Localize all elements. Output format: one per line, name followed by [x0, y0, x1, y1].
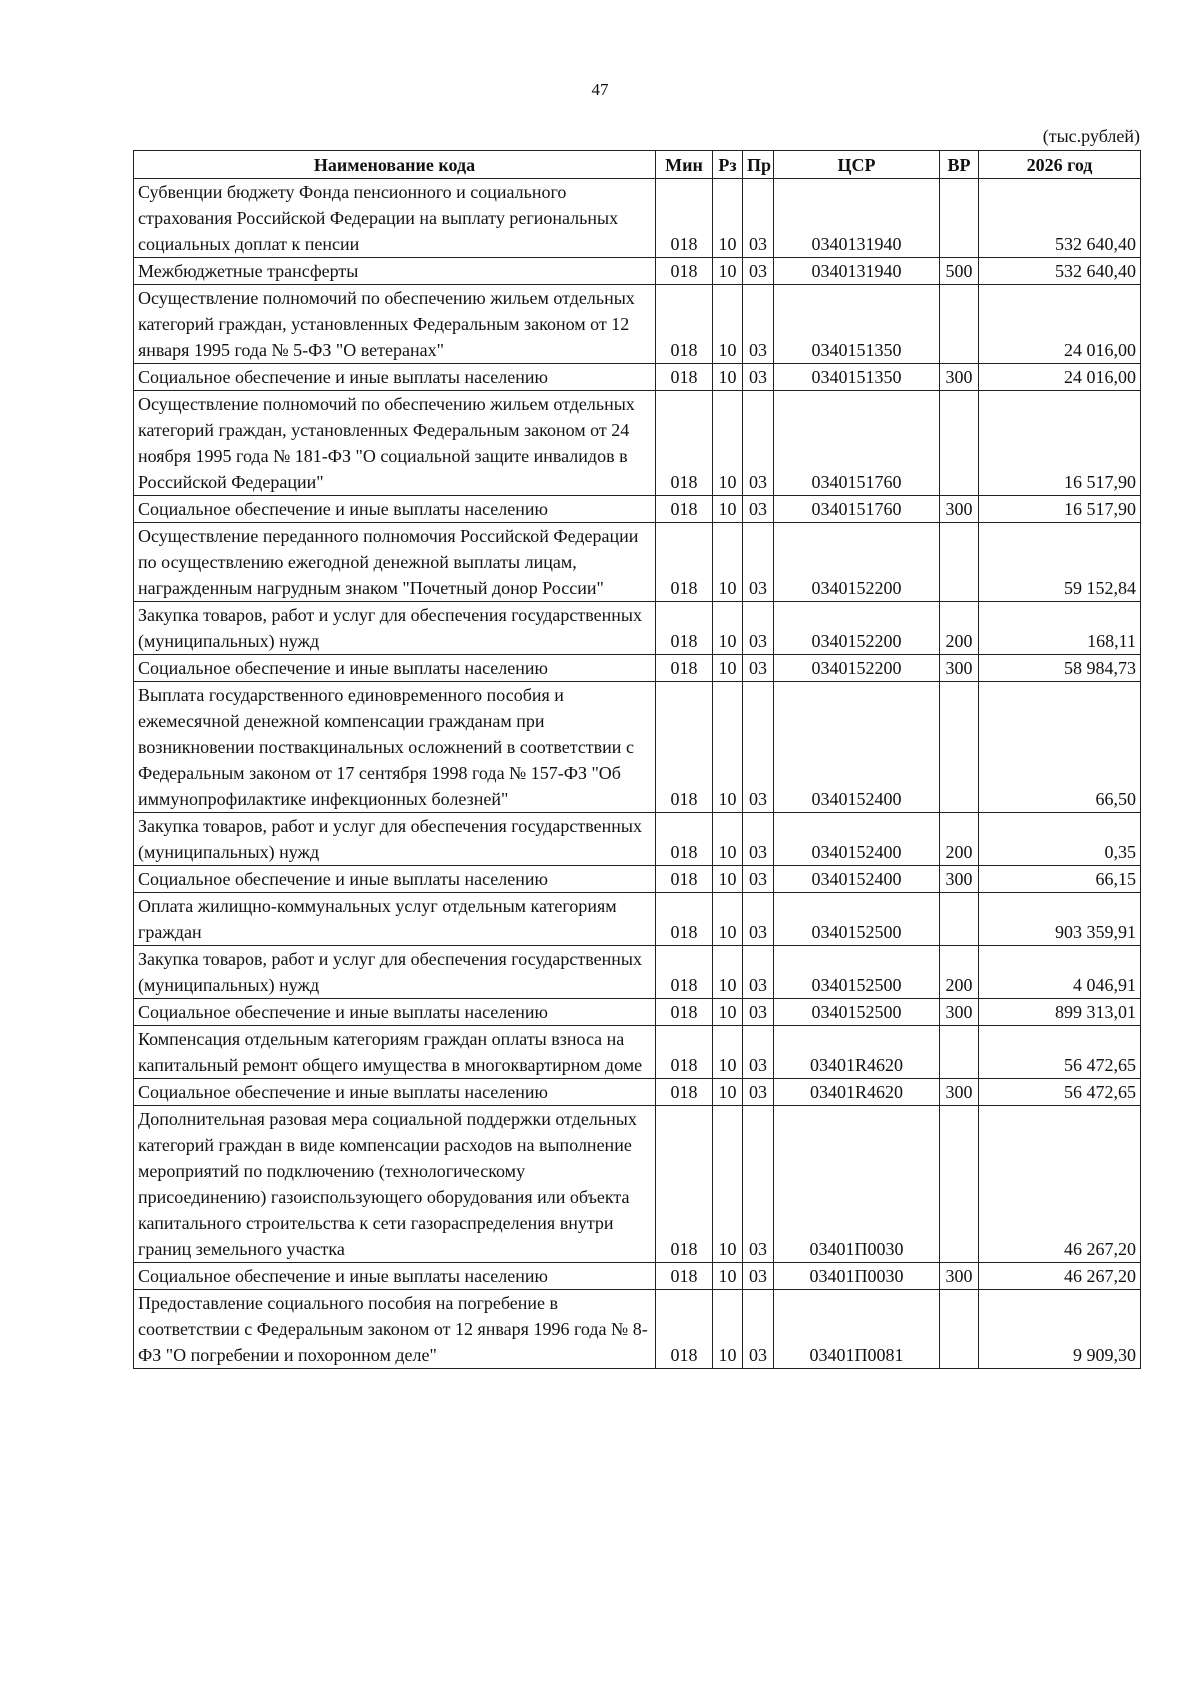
row-rz-cell: 10	[713, 1106, 743, 1263]
row-pr-cell: 03	[743, 946, 774, 999]
row-name-cell: Осуществление переданного полномочия Российской Федерации по осуществлению ежегодной денежной выплаты лицам, награжденным нагрудным знаком "Почетный донор России"	[134, 523, 656, 602]
table-row	[134, 813, 1141, 866]
table-row	[134, 946, 1141, 999]
header-rz: Рз	[713, 151, 743, 179]
row-rz-cell: 10	[713, 866, 743, 893]
row-vr-cell: 300	[940, 1079, 979, 1106]
row-name-cell: Компенсация отдельным категориям граждан оплаты взноса на капитальный ремонт общего имущества в многоквартирном доме	[134, 1026, 656, 1079]
row-csr-cell: 0340152500	[774, 893, 940, 946]
row-name-cell: Предоставление социального пособия на погребение в соответствии с Федеральным законом от 12 января 1996 года № 8-ФЗ "О погребении и похоронном деле"	[134, 1290, 656, 1369]
row-csr-cell: 03401П0081	[774, 1290, 940, 1369]
page-number: 47	[591, 80, 609, 99]
row-csr-cell: 0340152200	[774, 602, 940, 655]
header-vr: ВР	[940, 151, 979, 179]
row-min-cell: 018	[656, 866, 713, 893]
row-name-cell: Социальное обеспечение и иные выплаты населению	[134, 999, 656, 1026]
table-row	[134, 602, 1141, 655]
row-min-cell: 018	[656, 813, 713, 866]
row-amount-cell: 66,50	[979, 682, 1141, 813]
row-name-cell: Социальное обеспечение и иные выплаты населению	[134, 1263, 656, 1290]
row-pr-cell: 03	[743, 179, 774, 258]
row-min-cell: 018	[656, 602, 713, 655]
row-amount-cell: 168,11	[979, 602, 1141, 655]
row-csr-cell: 0340151350	[774, 285, 940, 364]
row-amount-cell: 66,15	[979, 866, 1141, 893]
row-min-cell: 018	[656, 391, 713, 496]
row-rz-cell: 10	[713, 258, 743, 285]
row-rz-cell: 10	[713, 946, 743, 999]
row-vr-cell	[940, 179, 979, 258]
row-name-cell: Социальное обеспечение и иные выплаты населению	[134, 364, 656, 391]
row-pr-cell: 03	[743, 1290, 774, 1369]
table-row	[134, 682, 1141, 813]
row-min-cell: 018	[656, 1026, 713, 1079]
row-amount-cell: 59 152,84	[979, 523, 1141, 602]
row-min-cell: 018	[656, 1290, 713, 1369]
row-name-cell: Выплата государственного единовременного пособия и ежемесячной денежной компенсации гражданам при возникновении поствакцинальных осложнений в соответствии с Федеральным законом от 17 сентября 1998 года № 157-ФЗ "Об иммунопрофилактике инфекционных болезней"	[134, 682, 656, 813]
row-min-cell: 018	[656, 496, 713, 523]
table-row	[134, 1290, 1141, 1369]
row-amount-cell: 4 046,91	[979, 946, 1141, 999]
row-amount-cell: 16 517,90	[979, 496, 1141, 523]
row-rz-cell: 10	[713, 496, 743, 523]
row-min-cell: 018	[656, 285, 713, 364]
row-vr-cell: 300	[940, 1263, 979, 1290]
row-rz-cell: 10	[713, 999, 743, 1026]
row-pr-cell: 03	[743, 496, 774, 523]
row-amount-cell: 0,35	[979, 813, 1141, 866]
row-rz-cell: 10	[713, 1263, 743, 1290]
units-label: (тыс.рублей)	[1042, 126, 1140, 146]
table-row	[134, 1263, 1141, 1290]
table-row	[134, 523, 1141, 602]
row-rz-cell: 10	[713, 523, 743, 602]
row-amount-cell: 9 909,30	[979, 1290, 1141, 1369]
row-vr-cell	[940, 1106, 979, 1263]
row-pr-cell: 03	[743, 258, 774, 285]
row-pr-cell: 03	[743, 999, 774, 1026]
row-vr-cell	[940, 1026, 979, 1079]
row-amount-cell: 532 640,40	[979, 179, 1141, 258]
table-row	[134, 655, 1141, 682]
row-csr-cell: 0340151760	[774, 496, 940, 523]
row-name-cell: Осуществление полномочий по обеспечению жильем отдельных категорий граждан, установленных Федеральным законом от 12 января 1995 года № 5-ФЗ "О ветеранах"	[134, 285, 656, 364]
row-amount-cell: 46 267,20	[979, 1263, 1141, 1290]
row-name-cell: Социальное обеспечение и иные выплаты населению	[134, 496, 656, 523]
row-pr-cell: 03	[743, 523, 774, 602]
row-rz-cell: 10	[713, 1079, 743, 1106]
row-min-cell: 018	[656, 1263, 713, 1290]
row-pr-cell: 03	[743, 391, 774, 496]
row-rz-cell: 10	[713, 179, 743, 258]
row-amount-cell: 903 359,91	[979, 893, 1141, 946]
row-vr-cell: 300	[940, 364, 979, 391]
row-vr-cell: 200	[940, 813, 979, 866]
row-name-cell: Закупка товаров, работ и услуг для обеспечения государственных (муниципальных) нужд	[134, 602, 656, 655]
row-amount-cell: 58 984,73	[979, 655, 1141, 682]
row-name-cell: Дополнительная разовая мера социальной поддержки отдельных категорий граждан в виде компенсации расходов на выполнение мероприятий по подключению (технологическому присоединению) газоиспользующего оборудования или объекта капитального строительства к сети газораспределения внутри границ земельного участка	[134, 1106, 656, 1263]
row-vr-cell	[940, 893, 979, 946]
row-min-cell: 018	[656, 893, 713, 946]
row-vr-cell	[940, 523, 979, 602]
row-name-cell: Межбюджетные трансферты	[134, 258, 656, 285]
header-name: Наименование кода	[134, 151, 656, 179]
row-name-cell: Социальное обеспечение и иные выплаты населению	[134, 1079, 656, 1106]
row-vr-cell: 300	[940, 866, 979, 893]
row-amount-cell: 532 640,40	[979, 258, 1141, 285]
row-rz-cell: 10	[713, 391, 743, 496]
row-min-cell: 018	[656, 1079, 713, 1106]
row-csr-cell: 0340152200	[774, 655, 940, 682]
table-row	[134, 285, 1141, 364]
header-pr: Пр	[743, 151, 774, 179]
row-csr-cell: 0340131940	[774, 258, 940, 285]
row-csr-cell: 0340152400	[774, 682, 940, 813]
table-row	[134, 179, 1141, 258]
table-header-row	[134, 151, 1141, 179]
row-vr-cell: 300	[940, 496, 979, 523]
row-vr-cell: 300	[940, 655, 979, 682]
table-row	[134, 1026, 1141, 1079]
table-row	[134, 258, 1141, 285]
row-rz-cell: 10	[713, 364, 743, 391]
row-amount-cell: 24 016,00	[979, 285, 1141, 364]
row-csr-cell: 03401R4620	[774, 1026, 940, 1079]
row-pr-cell: 03	[743, 655, 774, 682]
row-pr-cell: 03	[743, 813, 774, 866]
row-csr-cell: 0340151760	[774, 391, 940, 496]
row-min-cell: 018	[656, 364, 713, 391]
table-row	[134, 1106, 1141, 1263]
row-pr-cell: 03	[743, 602, 774, 655]
row-min-cell: 018	[656, 682, 713, 813]
row-min-cell: 018	[656, 258, 713, 285]
row-vr-cell: 200	[940, 946, 979, 999]
row-rz-cell: 10	[713, 813, 743, 866]
table-row	[134, 496, 1141, 523]
row-amount-cell: 46 267,20	[979, 1106, 1141, 1263]
row-name-cell: Субвенции бюджету Фонда пенсионного и социального страхования Российской Федерации на выплату региональных социальных доплат к пенсии	[134, 179, 656, 258]
row-vr-cell	[940, 1290, 979, 1369]
row-csr-cell: 0340151350	[774, 364, 940, 391]
header-csr: ЦСР	[774, 151, 940, 179]
row-min-cell: 018	[656, 523, 713, 602]
row-pr-cell: 03	[743, 285, 774, 364]
row-name-cell: Осуществление полномочий по обеспечению жильем отдельных категорий граждан, установленных Федеральным законом от 24 ноября 1995 года № 181-ФЗ "О социальной защите инвалидов в Российской Федерации"	[134, 391, 656, 496]
table-row	[134, 1079, 1141, 1106]
row-rz-cell: 10	[713, 1026, 743, 1079]
row-min-cell: 018	[656, 999, 713, 1026]
row-rz-cell: 10	[713, 655, 743, 682]
table-row	[134, 391, 1141, 496]
table-row	[134, 893, 1141, 946]
row-amount-cell: 56 472,65	[979, 1079, 1141, 1106]
row-name-cell: Социальное обеспечение и иные выплаты населению	[134, 866, 656, 893]
row-amount-cell: 24 016,00	[979, 364, 1141, 391]
row-csr-cell: 0340152500	[774, 946, 940, 999]
row-rz-cell: 10	[713, 893, 743, 946]
row-pr-cell: 03	[743, 364, 774, 391]
row-min-cell: 018	[656, 179, 713, 258]
row-rz-cell: 10	[713, 285, 743, 364]
table-row	[134, 999, 1141, 1026]
row-rz-cell: 10	[713, 1290, 743, 1369]
row-pr-cell: 03	[743, 1026, 774, 1079]
row-amount-cell: 16 517,90	[979, 391, 1141, 496]
row-amount-cell: 56 472,65	[979, 1026, 1141, 1079]
row-rz-cell: 10	[713, 602, 743, 655]
row-pr-cell: 03	[743, 1079, 774, 1106]
row-amount-cell: 899 313,01	[979, 999, 1141, 1026]
row-vr-cell	[940, 391, 979, 496]
row-vr-cell: 500	[940, 258, 979, 285]
row-csr-cell: 03401П0030	[774, 1106, 940, 1263]
row-name-cell: Социальное обеспечение и иные выплаты населению	[134, 655, 656, 682]
row-pr-cell: 03	[743, 866, 774, 893]
header-min: Мин	[656, 151, 713, 179]
row-min-cell: 018	[656, 655, 713, 682]
row-vr-cell	[940, 285, 979, 364]
header-year: 2026 год	[979, 151, 1141, 179]
row-min-cell: 018	[656, 1106, 713, 1263]
row-name-cell: Закупка товаров, работ и услуг для обеспечения государственных (муниципальных) нужд	[134, 946, 656, 999]
row-csr-cell: 03401П0030	[774, 1263, 940, 1290]
row-rz-cell: 10	[713, 682, 743, 813]
row-csr-cell: 03401R4620	[774, 1079, 940, 1106]
table-row	[134, 866, 1141, 893]
row-csr-cell: 0340152400	[774, 866, 940, 893]
table-row	[134, 364, 1141, 391]
row-csr-cell: 0340131940	[774, 179, 940, 258]
row-pr-cell: 03	[743, 1106, 774, 1263]
row-min-cell: 018	[656, 946, 713, 999]
row-csr-cell: 0340152500	[774, 999, 940, 1026]
row-name-cell: Оплата жилищно-коммунальных услуг отдельным категориям граждан	[134, 893, 656, 946]
row-csr-cell: 0340152200	[774, 523, 940, 602]
row-name-cell: Закупка товаров, работ и услуг для обеспечения государственных (муниципальных) нужд	[134, 813, 656, 866]
row-pr-cell: 03	[743, 1263, 774, 1290]
row-pr-cell: 03	[743, 893, 774, 946]
row-vr-cell	[940, 682, 979, 813]
row-vr-cell: 300	[940, 999, 979, 1026]
row-pr-cell: 03	[743, 682, 774, 813]
budget-table	[133, 150, 1141, 1369]
row-csr-cell: 0340152400	[774, 813, 940, 866]
row-vr-cell: 200	[940, 602, 979, 655]
